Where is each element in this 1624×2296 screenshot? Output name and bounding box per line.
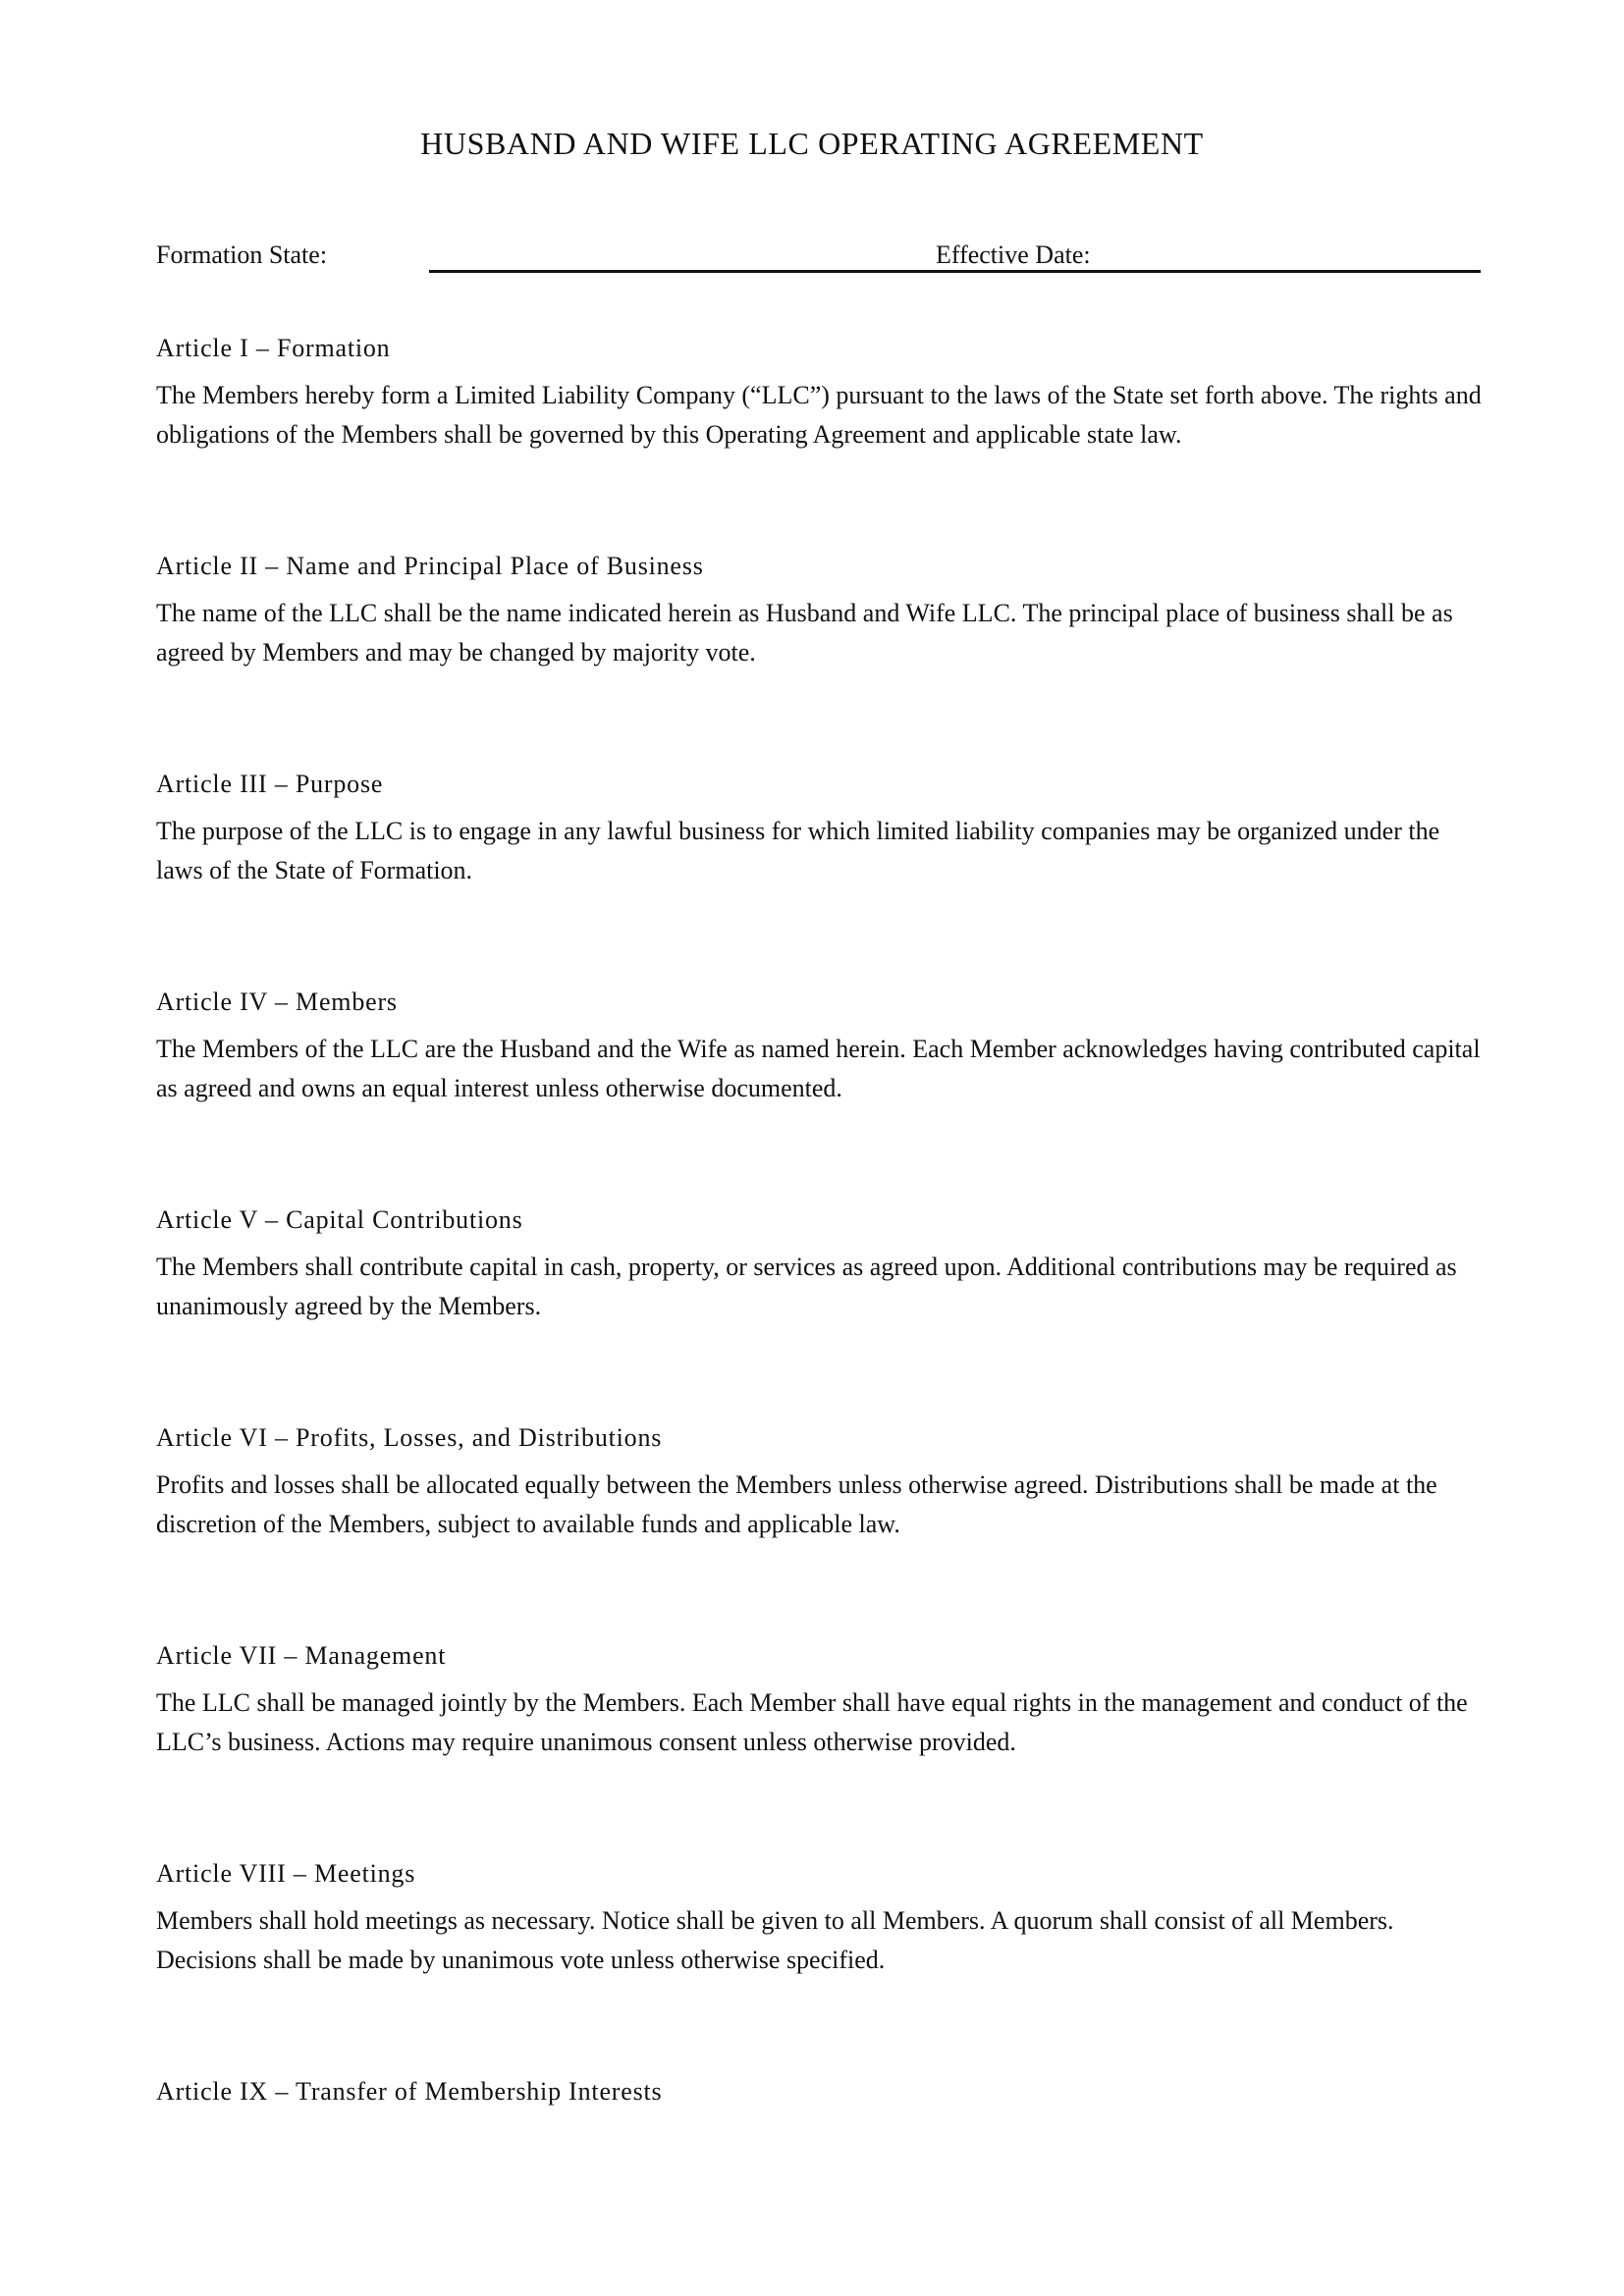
article-8-heading: Article VIII – Meetings [156, 1859, 416, 1888]
article-4-body: The Members of the LLC are the Husband and the Wife as named herein. Each Member acknowledges having contributed capital as agreed and owns an equal interest unless otherwise documented. [156, 1035, 1481, 1102]
formation-state-label: Formation State: [156, 240, 328, 269]
article-3-heading: Article III – Purpose [156, 770, 384, 798]
article-7-heading: Article VII – Management [156, 1641, 447, 1670]
document-title: HUSBAND AND WIFE LLC OPERATING AGREEMENT [420, 126, 1204, 161]
article-8-body: Members shall hold meetings as necessary. Notice shall be given to all Members. A quorum shall consist of all Members. Decisions shall be made by unanimous vote unless otherwise specified. [156, 1906, 1394, 1974]
article-5-heading: Article V – Capital Contributions [156, 1205, 523, 1234]
article-9-heading: Article IX – Transfer of Membership Interests [156, 2077, 663, 2106]
article-6-body: Profits and losses shall be allocated equally between the Members unless otherwise agreed. Distributions shall be made at the discretion of the Members, subject to available funds and applicable law. [156, 1470, 1437, 1538]
effective-date-label: Effective Date: [936, 240, 1091, 269]
article-3-body: The purpose of the LLC is to engage in any lawful business for which limited liability companies may be organized under the laws of the State of Formation. [156, 817, 1440, 884]
article-2-heading: Article II – Name and Principal Place of Business [156, 552, 704, 580]
formation-details-line[interactable] [429, 270, 1481, 273]
article-1-body: The Members hereby form a Limited Liability Company (“LLC”) pursuant to the laws of the State set forth above. The rights and obligations of the Members shall be governed by this Operating Agreement and applicable state law. [156, 381, 1482, 449]
article-2-body: The name of the LLC shall be the name indicated herein as Husband and Wife LLC. The principal place of business shall be as agreed by Members and may be changed by majority vote. [156, 599, 1453, 667]
article-5-body: The Members shall contribute capital in cash, property, or services as agreed upon. Additional contributions may be required as unanimously agreed by the Members. [156, 1253, 1457, 1320]
article-4-heading: Article IV – Members [156, 988, 398, 1016]
article-6-heading: Article VI – Profits, Losses, and Distributions [156, 1423, 663, 1452]
article-1-heading: Article I – Formation [156, 334, 391, 362]
article-7-body: The LLC shall be managed jointly by the Members. Each Member shall have equal rights in the management and conduct of the LLC’s business. Actions may require unanimous consent unless otherwise provided. [156, 1688, 1468, 1756]
